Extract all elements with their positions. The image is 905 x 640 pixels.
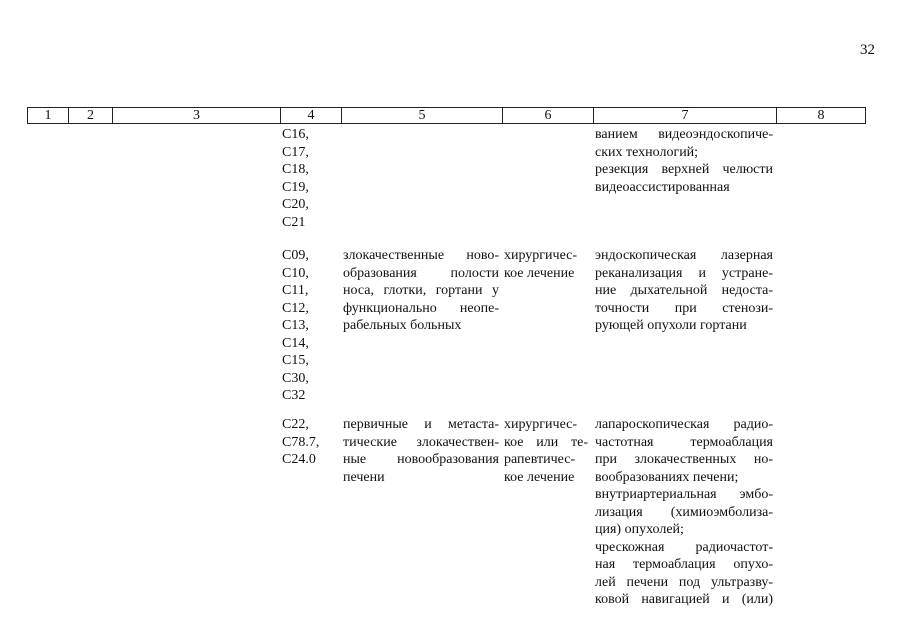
diagnosis-block-3 <box>343 416 499 486</box>
table-header-row <box>27 107 866 124</box>
header-cell-2: 2 <box>69 108 113 123</box>
code: C14, <box>282 335 309 351</box>
code: C19, <box>282 179 309 195</box>
code: C15, <box>282 353 309 368</box>
text-line: точности при стенози- <box>595 300 773 316</box>
text-line: злокачественные ново- <box>343 248 499 263</box>
codes-block-1 <box>282 126 342 231</box>
treatment-type-block-3 <box>504 416 588 486</box>
text-line: частотная термоаблация <box>595 434 773 450</box>
text-line: чрескожная радиочастот- <box>595 539 773 555</box>
header-cell-7: 7 <box>594 108 777 123</box>
code: C20, <box>282 197 309 212</box>
header-cell-3: 3 <box>113 108 281 123</box>
text-line: резекция верхней челюсти <box>595 162 773 177</box>
text-line: кое или те- <box>504 434 588 450</box>
codes-block-3 <box>282 416 342 469</box>
code: C21 <box>282 214 306 230</box>
text-line: ние дыхательной недоста- <box>595 283 773 298</box>
text-line: ция) опухолей; <box>595 522 684 537</box>
text-line: видеоассистированная <box>595 179 730 195</box>
diagnosis-block-2 <box>343 247 499 335</box>
treatment-method-block-3 <box>595 416 773 609</box>
page-number: 32 <box>860 42 875 58</box>
text-line: при злокачественных но- <box>595 452 773 467</box>
code: C24.0 <box>282 452 316 467</box>
text-line: хирургичес- <box>504 248 578 263</box>
text-line: печени <box>343 469 385 485</box>
treatment-type-block-2 <box>504 247 588 282</box>
text-line: реканализация и устране- <box>595 265 773 281</box>
code: C11, <box>282 283 309 298</box>
text-line: ная термоаблация опухо- <box>595 557 773 572</box>
text-line: ковой навигацией и (или) <box>595 592 773 607</box>
text-line: лей печени под ультразву- <box>595 574 773 590</box>
code: C17, <box>282 144 309 160</box>
text-line: рапевтичес- <box>504 452 576 467</box>
codes-block-2 <box>282 247 342 405</box>
text-line: носа, глотки, гортани у <box>343 283 499 298</box>
text-line: образования полости <box>343 265 499 281</box>
header-cell-5: 5 <box>342 108 503 123</box>
header-cell-4: 4 <box>281 108 342 123</box>
text-line: ских технологий; <box>595 144 699 160</box>
text-line: ные новообразования <box>343 452 499 467</box>
text-line: эндоскопическая лазерная <box>595 248 773 263</box>
text-line: лизация (химиоэмболиза- <box>595 504 773 520</box>
text-line: рабельных больных <box>343 318 462 333</box>
code: C78.7, <box>282 434 320 450</box>
text-line: лапароскопическая радио- <box>595 417 773 432</box>
treatment-method-block-1 <box>595 126 773 196</box>
text-line: ванием видеоэндоскопиче- <box>595 127 773 142</box>
text-line: первичные и метаста- <box>343 417 499 432</box>
code: C22, <box>282 417 309 432</box>
text-line: кое лечение <box>504 265 575 281</box>
text-line: хирургичес- <box>504 417 578 432</box>
code: C09, <box>282 248 309 263</box>
code: C30, <box>282 370 309 386</box>
header-cell-8: 8 <box>817 108 825 123</box>
text-line: тические злокачествен- <box>343 434 499 450</box>
code: C32 <box>282 388 306 403</box>
text-line: функционально неопе- <box>343 300 499 316</box>
code: C10, <box>282 265 309 281</box>
text-line: внутриартериальная эмбо- <box>595 487 773 502</box>
code: C12, <box>282 300 309 316</box>
treatment-method-block-2 <box>595 247 773 335</box>
code: C18, <box>282 162 309 177</box>
code: C13, <box>282 318 309 333</box>
text-line: вообразованиях печени; <box>595 469 739 485</box>
header-cell-1: 1 <box>28 108 69 123</box>
text-line: рующей опухоли гортани <box>595 318 747 333</box>
header-cell-6: 6 <box>503 108 594 123</box>
code: C16, <box>282 127 309 142</box>
text-line: кое лечение <box>504 469 575 485</box>
